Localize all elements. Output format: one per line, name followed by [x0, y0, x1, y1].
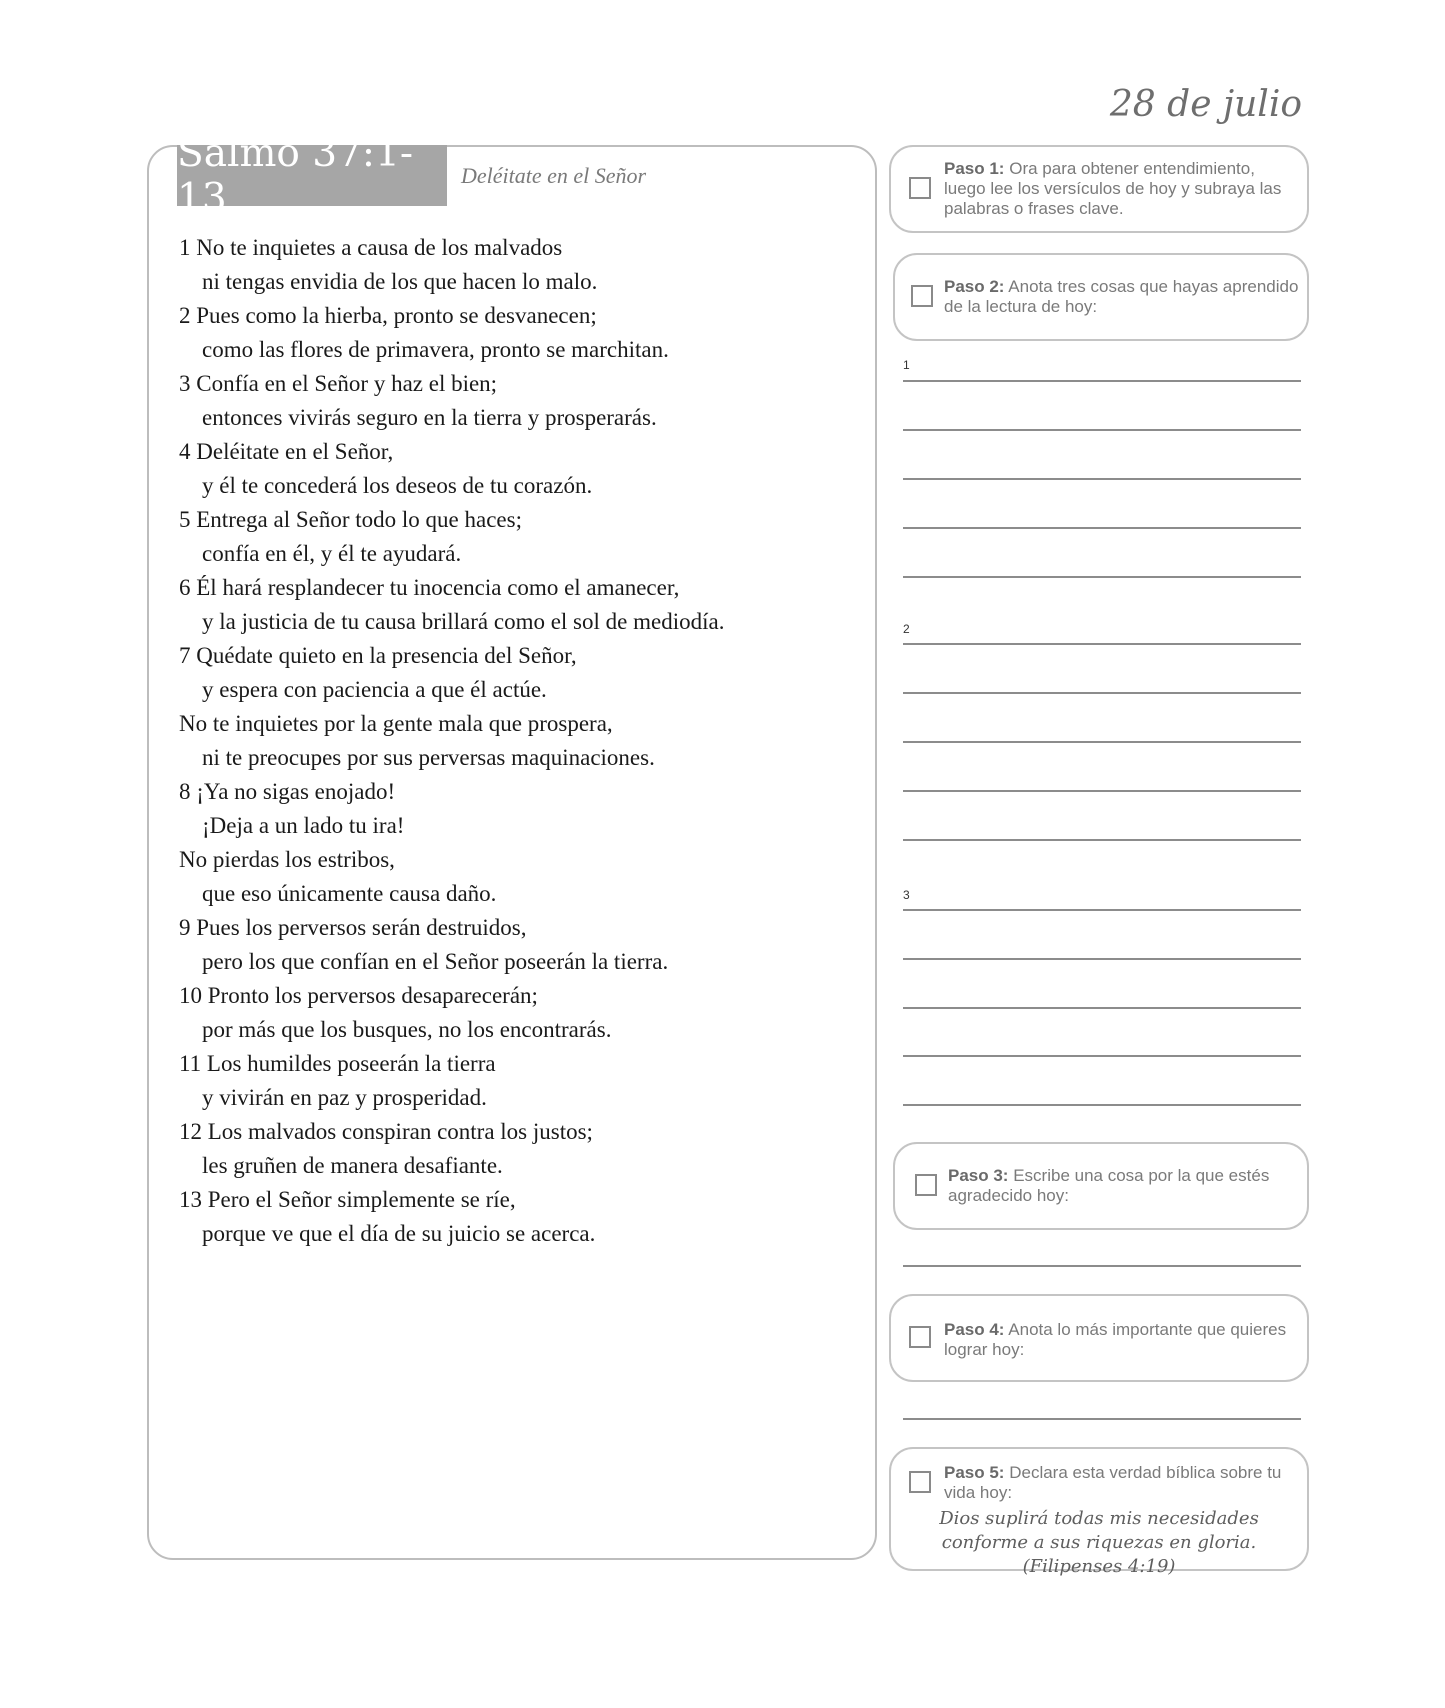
verse-line: 3 Confía en el Señor y haz el bien;	[179, 371, 498, 396]
reading-card	[147, 130, 877, 1560]
verse-line: 11 Los humildes poseerán la tierra	[179, 1051, 496, 1076]
step-4-text: Paso 4: Anota lo más importante que quieres lograr hoy:	[944, 1320, 1287, 1359]
verse-line: 12 Los malvados conspiran contra los justos;	[179, 1119, 593, 1144]
gratitude-line[interactable]	[903, 1265, 1301, 1267]
verse-line: 4 Deléitate en el Señor,	[179, 439, 394, 464]
writing-line[interactable]	[903, 839, 1301, 841]
writing-line[interactable]	[903, 741, 1301, 743]
verse-line: ¡Deja a un lado tu ira!	[202, 813, 405, 838]
step-4-card	[889, 1294, 1309, 1382]
declaration-verse: Dios suplirá todas mis necesidades conforme a sus riquezas en gloria. (Filipenses 4:19)	[939, 1508, 1259, 1577]
page-date: 28 de julio	[1109, 84, 1302, 125]
verse-line: porque ve que el día de su juicio se acerca.	[202, 1221, 596, 1246]
verse-line: 8 ¡Ya no sigas enojado!	[179, 779, 396, 804]
verse-line: 9 Pues los perversos serán destruidos,	[179, 915, 527, 940]
verse-line: y la justicia de tu causa brillará como el sol de mediodía.	[202, 609, 725, 634]
verse-line: les gruñen de manera desafiante.	[202, 1153, 503, 1178]
writing-line[interactable]	[903, 380, 1301, 382]
writing-line[interactable]	[903, 958, 1301, 960]
verse-line: ni tengas envidia de los que hacen lo malo.	[202, 269, 598, 294]
step-5-card	[889, 1447, 1309, 1577]
step-5-checkbox[interactable]	[909, 1471, 931, 1493]
step-3-card	[893, 1142, 1309, 1230]
verse-list	[179, 231, 865, 1251]
learned-number-1: 1	[903, 358, 910, 372]
writing-line[interactable]	[903, 429, 1301, 431]
step-2-checkbox[interactable]	[911, 285, 933, 307]
writing-line[interactable]	[903, 790, 1301, 792]
verse-line: 2 Pues como la hierba, pronto se desvanecen;	[179, 303, 597, 328]
verse-line: como las flores de primavera, pronto se marchitan.	[202, 337, 669, 362]
step-3-checkbox[interactable]	[915, 1174, 937, 1196]
verse-line: No te inquietes por la gente mala que prospera,	[179, 711, 613, 736]
verse-line: que eso únicamente causa daño.	[202, 881, 497, 906]
writing-line[interactable]	[903, 1104, 1301, 1106]
writing-line[interactable]	[903, 1007, 1301, 1009]
verse-line: 5 Entrega al Señor todo lo que haces;	[179, 507, 522, 532]
writing-line[interactable]	[903, 692, 1301, 694]
verse-line: 10 Pronto los perversos desaparecerán;	[179, 983, 538, 1008]
step-4-checkbox[interactable]	[909, 1326, 931, 1348]
goal-line[interactable]	[903, 1418, 1301, 1420]
verse-line: por más que los busques, no los encontrarás.	[202, 1017, 612, 1042]
step-5-text: Paso 5: Declara esta verdad bíblica sobre tu vida hoy:	[944, 1463, 1282, 1502]
verse-line: y vivirán en paz y prosperidad.	[202, 1085, 487, 1110]
learned-number-3: 3	[903, 888, 910, 902]
verse-line: No pierdas los estribos,	[179, 847, 395, 872]
writing-line[interactable]	[903, 643, 1301, 645]
step-1-text: Paso 1: Ora para obtener entendimiento, luego lee los versículos de hoy y subraya las palabras o frases clave.	[944, 159, 1282, 218]
writing-line[interactable]	[903, 576, 1301, 578]
writing-line[interactable]	[903, 909, 1301, 911]
verse-line: pero los que confían en el Señor poseerán la tierra.	[202, 949, 669, 974]
verse-line: 6 Él hará resplandecer tu inocencia como el amanecer,	[179, 575, 680, 600]
verse-line: y espera con paciencia a que él actúe.	[202, 677, 547, 702]
verse-line: 1 No te inquietes a causa de los malvados	[179, 235, 563, 260]
verse-line: 7 Quédate quieto en la presencia del Señor,	[179, 643, 577, 668]
writing-line[interactable]	[903, 478, 1301, 480]
verse-line: confía en él, y él te ayudará.	[202, 541, 462, 566]
writing-line[interactable]	[903, 1055, 1301, 1057]
verse-line: entonces vivirás seguro en la tierra y prosperarás.	[202, 405, 657, 430]
step-2-text: Paso 2: Anota tres cosas que hayas aprendido de la lectura de hoy:	[944, 277, 1299, 316]
verse-line: y él te concederá los deseos de tu corazón.	[202, 473, 593, 498]
step-1-card	[889, 145, 1309, 233]
verse-line: ni te preocupes por sus perversas maquinaciones.	[202, 745, 655, 770]
reading-title: Salmo 37:1-13	[177, 145, 447, 206]
reading-subtitle: Deléitate en el Señor	[461, 163, 647, 188]
step-2-card	[893, 253, 1309, 341]
learned-number-2: 2	[903, 622, 910, 636]
step-1-checkbox[interactable]	[909, 177, 931, 199]
step-3-text: Paso 3: Escribe una cosa por la que estés agradecido hoy:	[948, 1166, 1270, 1205]
writing-line[interactable]	[903, 527, 1301, 529]
verse-line: 13 Pero el Señor simplemente se ríe,	[179, 1187, 516, 1212]
